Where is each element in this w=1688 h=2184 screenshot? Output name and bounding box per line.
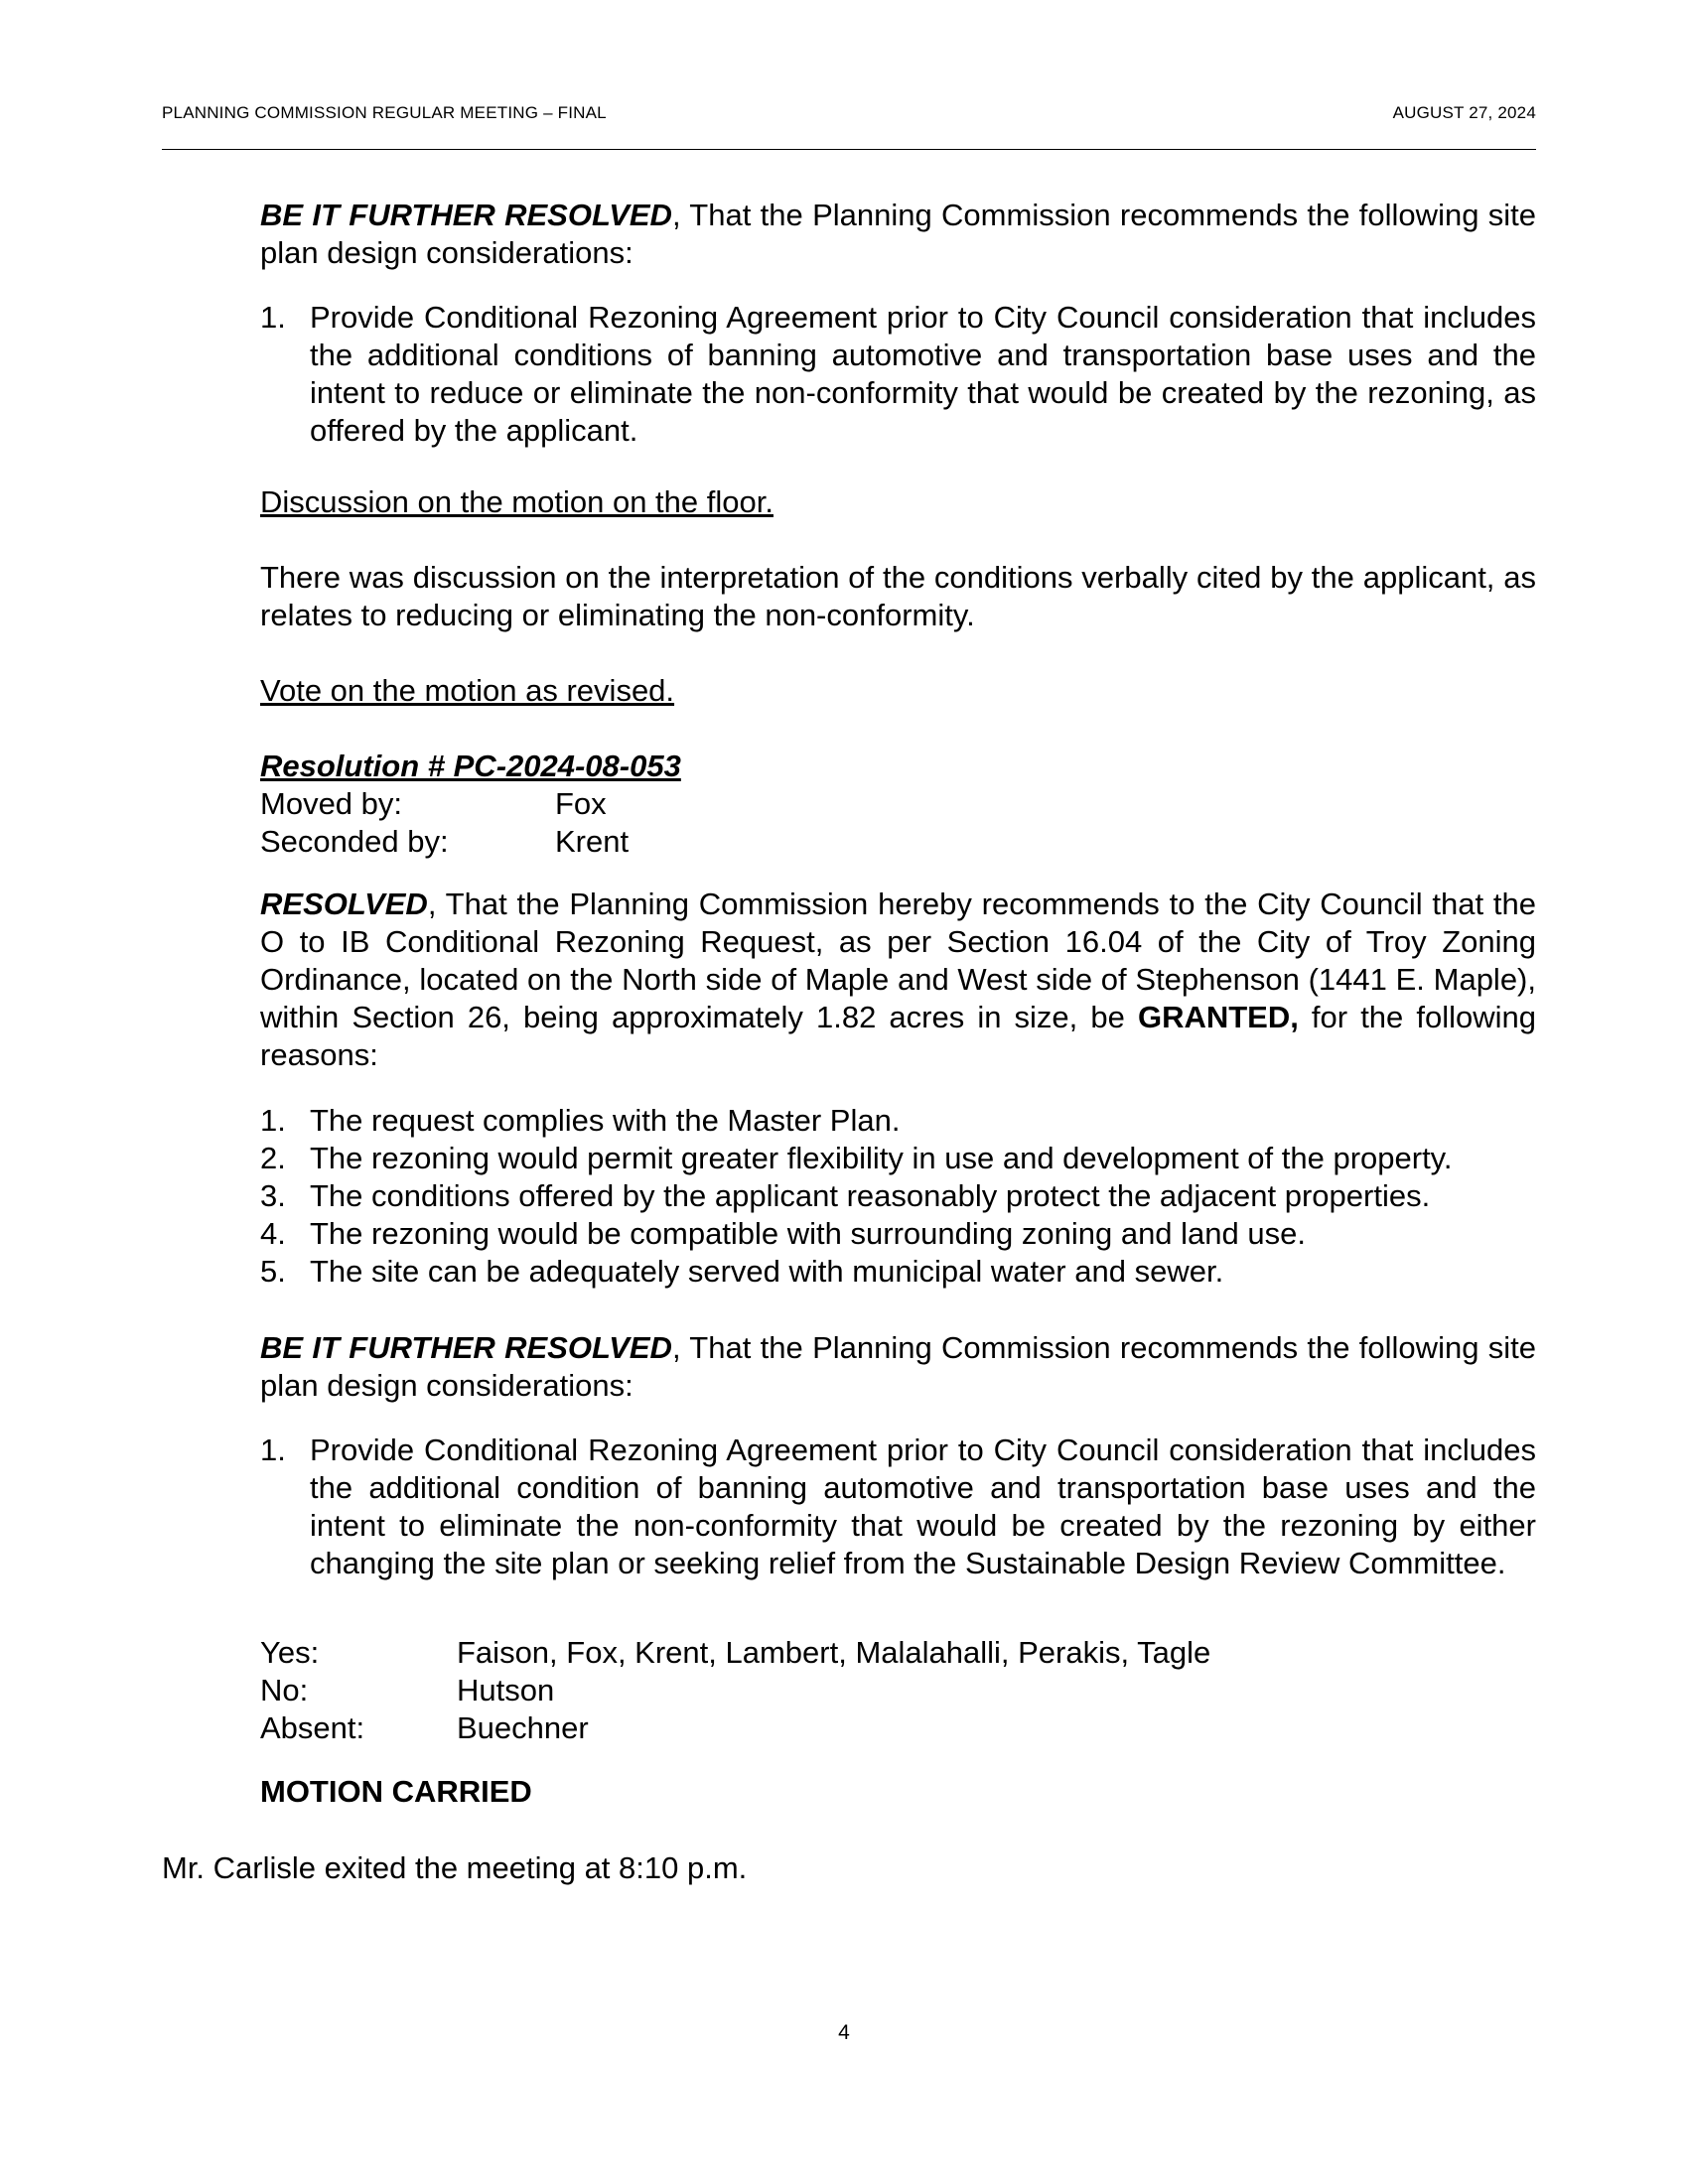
resolved-lead: RESOLVED	[260, 887, 428, 921]
resolved-paragraph	[260, 886, 1536, 1074]
further-resolved-paragraph-1	[260, 197, 1536, 272]
granted-keyword: GRANTED,	[1137, 1000, 1299, 1034]
vote-yes-row	[260, 1634, 1210, 1672]
resolved-text-b: for the following reasons:	[260, 1000, 1537, 1072]
list-item-text: Provide Conditional Rezoning Agreement prior to City Council consideration that includes the additional condition of banning automotive and transportation base uses and the intent to eliminate the non-conformity that would be created by the rezoning by either changing the site plan or seeking relief from the Sustainable Design Review Committee.	[310, 1433, 1536, 1580]
list-item-text: The conditions offered by the applicant reasonably protect the adjacent properties.	[310, 1178, 1431, 1213]
further-resolved-text: , That the Planning Commission recommends the following site plan design considerations:	[260, 198, 1536, 270]
list-item-number: 3.	[260, 1178, 286, 1213]
moved-by-label: Moved by:	[260, 786, 403, 821]
list-item-text: Provide Conditional Rezoning Agreement prior to City Council consideration that includes the additional conditions of banning automotive and transportation base uses and the intent to reduce or eliminate the non-conformity that would be created by the rezoning, as offered by the applicant.	[310, 300, 1536, 448]
running-header-title: PLANNING COMMISSION REGULAR MEETING – FINAL	[162, 103, 607, 122]
list-item	[260, 1215, 1536, 1253]
seconded-by-row	[260, 823, 629, 861]
vote-yes-label: Yes:	[260, 1635, 320, 1670]
list-item-number: 1.	[260, 300, 286, 335]
resolution-movers	[260, 785, 629, 861]
vote-absent-label: Absent:	[260, 1710, 365, 1745]
moved-by-value: Fox	[555, 786, 607, 821]
vote-no-label: No:	[260, 1673, 309, 1707]
page-number: 4	[838, 2021, 850, 2044]
list-item	[260, 1140, 1536, 1177]
moved-by-row	[260, 785, 629, 823]
running-header-date: AUGUST 27, 2024	[1392, 103, 1536, 122]
design-considerations-list-2	[260, 1432, 1536, 1582]
discussion-text: There was discussion on the interpretation of the conditions verbally cited by the applicant, as relates to reducing or eliminating the non-conformity.	[260, 560, 1536, 632]
list-item-number: 1.	[260, 1433, 286, 1467]
motion-status: MOTION CARRIED	[260, 1774, 532, 1809]
further-resolved-lead: BE IT FURTHER RESOLVED	[260, 1330, 672, 1365]
list-item	[260, 1177, 1536, 1215]
list-item	[260, 1432, 1536, 1582]
further-resolved-text: , That the Planning Commission recommends the following site plan design considerations:	[260, 1330, 1536, 1403]
closing-note: Mr. Carlisle exited the meeting at 8:10 p.m.	[162, 1850, 748, 1885]
resolution-number: Resolution # PC-2024-08-053	[260, 749, 681, 783]
vote-yes-names: Faison, Fox, Krent, Lambert, Malalahalli, Perakis, Tagle	[457, 1635, 1211, 1670]
list-item	[260, 1102, 1536, 1140]
vote-no-names: Hutson	[457, 1673, 555, 1707]
further-resolved-paragraph-2	[260, 1329, 1536, 1405]
list-item-number: 2.	[260, 1141, 286, 1175]
list-item-text: The rezoning would be compatible with surrounding zoning and land use.	[310, 1216, 1306, 1251]
list-item-number: 5.	[260, 1254, 286, 1289]
reasons-list	[260, 1102, 1536, 1291]
vote-tally	[260, 1634, 1210, 1747]
discussion-heading: Discussion on the motion on the floor.	[260, 484, 774, 519]
list-item	[260, 1253, 1536, 1291]
design-considerations-list-1	[260, 299, 1536, 450]
list-item-number: 1.	[260, 1103, 286, 1138]
vote-heading: Vote on the motion as revised.	[260, 673, 675, 708]
vote-absent-row	[260, 1709, 1210, 1747]
header-divider	[162, 149, 1536, 150]
resolved-text-a: , That the Planning Commission hereby recommends to the City Council that the O to IB Conditional Rezoning Request, as per Section 16.04 of the City of Troy Zoning Ordinance, located on the North side of Maple and West side of Stephenson (1441 E. Maple), within Section 26, being approximately 1.82 acres in size, be	[260, 887, 1536, 1034]
vote-no-row	[260, 1672, 1210, 1709]
list-item-text: The rezoning would permit greater flexibility in use and development of the property.	[310, 1141, 1453, 1175]
seconded-by-value: Krent	[555, 824, 630, 859]
vote-absent-names: Buechner	[457, 1710, 589, 1745]
list-item-text: The request complies with the Master Plan.	[310, 1103, 901, 1138]
list-item-text: The site can be adequately served with municipal water and sewer.	[310, 1254, 1224, 1289]
list-item	[260, 299, 1536, 450]
list-item-number: 4.	[260, 1216, 286, 1251]
further-resolved-lead: BE IT FURTHER RESOLVED	[260, 198, 672, 232]
seconded-by-label: Seconded by:	[260, 824, 449, 859]
